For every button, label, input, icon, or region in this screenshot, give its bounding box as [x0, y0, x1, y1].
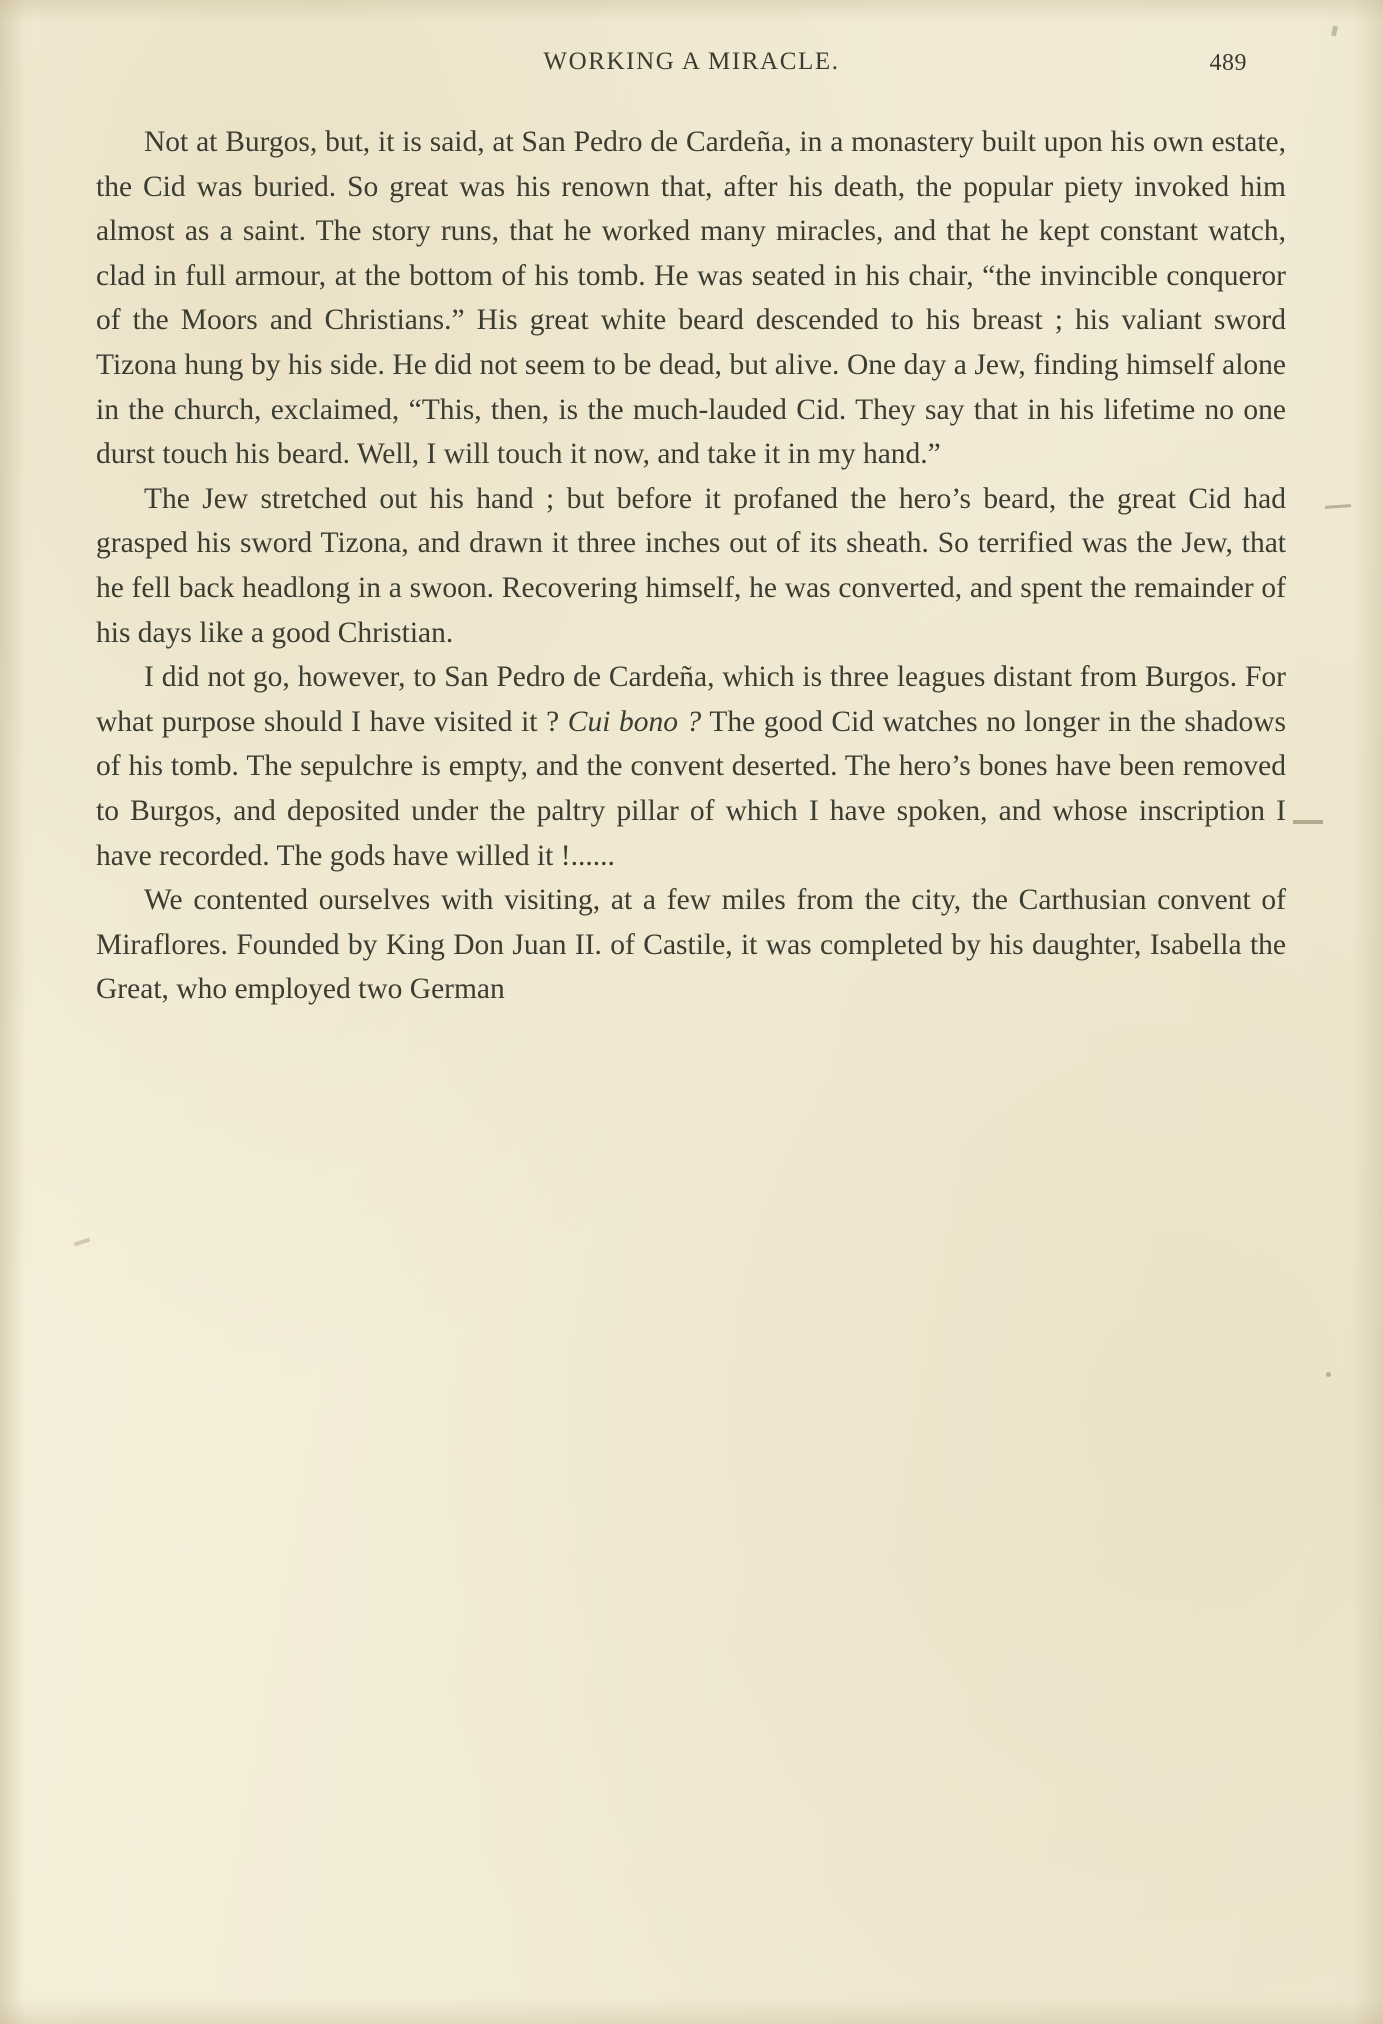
page-header: [96, 48, 1287, 82]
page-edge-shadow-top: [0, 0, 1383, 22]
paper-blemish: [1331, 26, 1338, 37]
page-number: 489: [1209, 50, 1247, 76]
paragraph-tail: The good Cid watches no longer in the shadows of his tomb. The sepulchre is empty, and the convent deserted. The hero’s bones have been removed to Burgos, and deposited under the paltry pillar of which I have spoken, and whose inscription I have recorded. The gods have willed it !......: [96, 705, 1287, 872]
latin-phrase: Cui bono ?: [567, 705, 702, 738]
body-text: [96, 120, 1286, 1012]
paragraph: We contented ourselves with visiting, at a few miles from the city, the Carthusian convent of Miraflores. Founded by King Don Juan II. of Castile, it was completed by his daughter, Isabella the Great, who employed two German: [96, 884, 1286, 1006]
paper-blemish: [1293, 820, 1323, 824]
paragraph-head: I did not go, however, to San Pedro de Cardeña, which is three leagues distant from Burgos. For what purpose should I have visited it ?: [96, 661, 1286, 738]
paragraph-with-italic: [96, 655, 1286, 878]
paper-blemish: [74, 1238, 90, 1247]
page-edge-shadow-bottom: [0, 1998, 1383, 2024]
paragraph: The Jew stretched out his hand ; but before it profaned the hero’s beard, the great Cid had grasped his sword Tizona, and drawn it three inches out of its sheath. So terrified was the Jew, that he fell back headlong in a swoon. Recovering himself, he was converted, and spent the remainder of his days like a good Christian.: [96, 482, 1286, 649]
page-edge-shadow-left: [0, 0, 26, 2024]
paragraph: Not at Burgos, but, it is said, at San Pedro de Cardeña, in a monastery built upon his own estate, the Cid was buried. So great was his renown that, after his death, the popular piety invoked him almost as a saint. The story runs, that he worked many miracles, and that he kept constant watch, clad in full armour, at the bottom of his tomb. He was seated in his chair, “the invincible conqueror of the Moors and Christians.” His great white beard descended to his breast ; his valiant sword Tizona hung by his side. He did not seem to be dead, but alive. One day a Jew, finding himself alone in the church, exclaimed, “This, then, is the much-lauded Cid. They say that in his lifetime no one durst touch his beard. Well, I will touch it now, and take it in my hand.”: [96, 126, 1286, 471]
paper-blemish: [1326, 1372, 1331, 1377]
running-title: WORKING A MIRACLE.: [543, 48, 840, 75]
page-edge-shadow-right: [1353, 0, 1383, 2024]
paper-blemish: [1325, 504, 1351, 509]
